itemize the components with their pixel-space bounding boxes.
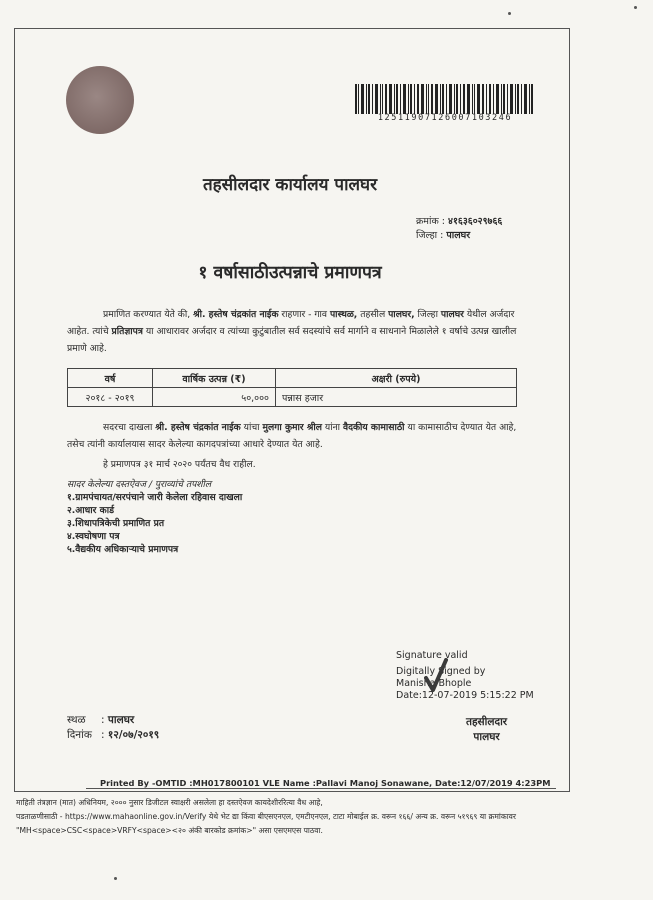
intro-text: तहसील [360,309,386,320]
column-header: वार्षिक उत्पन्न (₹) [153,369,276,388]
date-line: दिनांक : १२/०७/२०१९ [67,729,160,741]
list-item: ४.स्वघोषणा पत्र [67,531,120,542]
tahsildar-place: पालघर [473,731,500,743]
certificate-number [416,214,502,227]
list-item: ३.शिधापत्रिकेची प्रमाणित प्रत [67,518,165,529]
district-label: जिल्हा : [416,230,444,241]
list-item: २.आधार कार्ड [67,505,114,516]
intro-text: प्रमाणित करण्यात येते की, [103,309,191,320]
column-header: अक्षरी (रुपये) [276,369,517,388]
district-line [416,228,470,241]
footer-line: माहिती तंत्रज्ञान (मात) अधिनियम, २००० नुसार डिजीटल स्वाक्षरी असलेला हा दस्तऐवज कायदेशीररित्या वैध आहे, [16,798,323,807]
date-label: दिनांक [67,729,92,741]
usage-text: यांचा [243,422,260,433]
footer-line: "MH<space>CSC<space>VRFY<space><२० अंकी बारकोड क्रमांक>" असा एसएमएस पाठवा. [16,826,323,835]
date-value: १२/०७/२०१९ [107,729,160,741]
applicant-photo [66,66,134,134]
usage-text: या कामासाठीच देण्यात येत आहे, तसेच त्यांनी कार्यालयास सादर केलेल्या कागदपत्रांच्या आधारे देण्यात येत आहे. [67,422,517,450]
usage-paragraph [67,419,517,453]
signed-by: Digitally Signed by [396,666,486,677]
intro-text: येथील अर्जदार आहेत. त्यांचे [67,309,515,337]
speck [634,6,637,9]
certificate-number-value: ४१६३६०२९७६६ [448,216,503,227]
office-title: तहसीलदार कार्यालय पालघर [202,175,378,195]
table-row [68,388,517,407]
footer-note [16,796,616,838]
usage-text: यांना [324,422,341,433]
list-item: १.ग्रामपंचायत/सरपंचाने जारी केलेला रहिवास दाखला [67,492,243,503]
certificate-number-label: क्रमांक : [416,216,445,227]
table-cell: ५०,००० [153,388,276,407]
divider [86,788,556,789]
intro-paragraph [67,306,517,357]
income-table [67,368,517,407]
footer-line: पडताळणीसाठी - https://www.mahaonline.gov.in/Verify येथे भेट द्या किंवा बीएसएनएल, एमटीएनएल, टाटा मोबाईल क्र. वरून १६६/ अन्य क्र. वरून ५१९६९ या क्रमांकावर [16,812,517,821]
usage-text: सदरचा दाखला [103,422,153,433]
table-cell: २०१८ - २०१९ [68,388,153,407]
documents-list [67,478,242,556]
certificate-title: १ वर्षासाठीउत्पन्नाचे प्रमाणपत्र [198,263,382,283]
table-cell: पन्नास हजार [276,388,517,407]
place-value: पालघर [107,714,135,726]
district-name: पालघर [440,309,464,320]
table-header-row [68,369,517,388]
barcode-number: 12511907126007103246 [377,113,513,123]
speck [114,877,117,880]
printed-by-line: Printed By -OMTID :MH017800101 VLE Name :Pallavi Manoj Sonawane, Date:12/07/2019 4:23PM [100,778,551,788]
intro-text: या आधारावर अर्जदार व त्यांच्या कुटुंबातील सर्व सदस्यांचे सर्व मार्गाने व साधनाने मिळालेले १ वर्षाचे उत्पन्न खालील प्रमाणे आहे. [67,326,517,354]
signature-valid: Signature valid [396,650,468,661]
place-line: स्थळ : पालघर [67,714,135,726]
barcode [355,84,533,114]
speck [508,12,511,15]
signer-name: Manisha Bhople [396,678,472,689]
applicant-name: श्री. हस्तेष चंद्रकांत नाईक [193,309,279,320]
applicant-name: श्री. हस्तेष चंद्रकांत नाईक [155,422,241,433]
village-name: पास्थळ, [329,309,358,320]
district-value: पालघर [446,230,471,241]
digital-signature [396,650,534,702]
validity-text: हे प्रमाणपत्र ३१ मार्च २०२० पर्यंतच वैध राहील. [103,459,256,470]
column-header: वर्ष [68,369,153,388]
tahsildar-title: तहसीलदार [466,716,508,728]
place-label: स्थळ [67,714,86,726]
place-date-block [67,713,159,743]
documents-heading: सादर केलेल्या दस्तऐवज / पुराव्यांचे तपशील [67,479,212,490]
intro-text: जिल्हा [417,309,438,320]
purpose-text: वैदकीय कामासाठी [342,422,405,433]
tehsil-name: पालघर, [388,309,415,320]
affidavit-word: प्रतिज्ञापत्र [111,326,143,337]
list-item: ५.वैद्यकीय अधिकाऱ्याचे प्रमाणपत्र [67,544,179,555]
tahsildar-block [466,715,507,745]
checkmark-icon [424,658,448,692]
beneficiary-name: मुलगा कुमार श्रील [262,422,322,433]
signature-date: Date:12-07-2019 5:15:22 PM [396,690,534,701]
intro-text: राहणार - गाव [281,309,328,320]
